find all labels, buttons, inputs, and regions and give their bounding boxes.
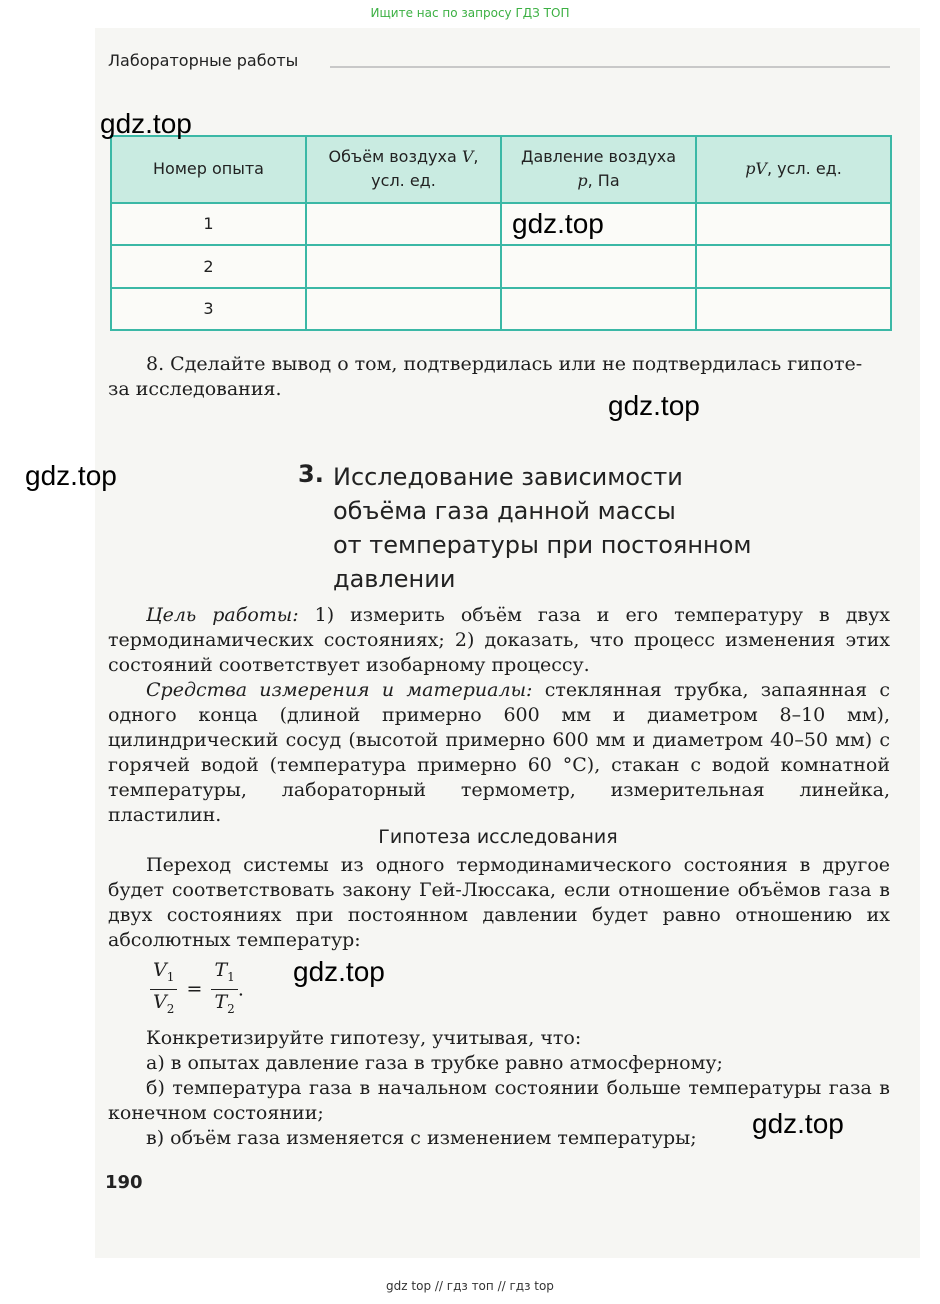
item-8-line-1: 8. Сделайте вывод о том, подтвердилась или не подтвердилась гипоте- [146,353,863,375]
materials-paragraph [108,678,890,828]
volume-cell [306,245,501,287]
volume-ratio: $\frac{V_1}{V_2}$ [150,958,177,1021]
section-title [333,460,803,596]
volume-cell [306,288,501,330]
item-8-line-2: за исследования. [108,378,282,400]
row-number-cell: 3 [111,288,306,330]
hypothesis-item: в) объём газа изменяется с изменением температуры; [146,1127,697,1149]
table-row [111,288,891,330]
watermark: gdz.top [293,956,385,987]
hypothesis-heading: Гипотеза исследования [378,826,618,848]
header-air-pressure: Давление воздуха p, Па [501,136,696,203]
pv-cell [696,288,891,330]
table-row [111,203,891,245]
header-pv: pV, усл. ед. [696,136,891,203]
page-number: 190 [105,1172,143,1193]
running-head: Лабораторные работы [108,51,299,70]
materials-label: Средства измерения и материалы: [146,679,533,701]
pv-cell [696,203,891,245]
table-header-row [111,136,891,203]
pressure-cell [501,245,696,287]
bottom-banner: gdz top // гдз топ // гдз top [386,1279,554,1293]
section-title-line: объёма газа данной массы [333,497,676,525]
watermark: gdz.top [25,460,117,491]
row-number-cell: 1 [111,203,306,245]
hypothesis-text: Переход системы из одного термодинамического состояния в другое будет соответствовать закону Гей-Люссака, если отношение объёмов газа в двух состояниях при постоянном давлении будет равно отношению их абсолютных температур: [108,854,890,951]
hypothesis-item: б) температура газа в начальном состоянии больше температуры газа в конечном состоянии; [108,1077,890,1124]
header-experiment-number: Номер опыта [111,136,306,203]
watermark: gdz.top [512,208,604,239]
item-8-conclusion [108,352,898,402]
header-air-volume: Объём воздуха V, усл. ед. [306,136,501,203]
header-rule [330,66,890,68]
goal-paragraph [108,603,890,678]
temperature-ratio: $\frac{T_1}{T_2}$ [211,958,237,1021]
volume-cell [306,203,501,245]
materials-text: стеклянная трубка, запаянная с одного конца (длиной примерно 600 мм и диаметром 8–10 мм), цилиндрический сосуд (высотой примерно 600 мм и диаметром 40–50 мм) с горячей водой (температура примерно 60 °С), стакан с водой комнатной температуры, лабораторный термометр, измерительная линейка, пластилин. [108,679,890,826]
watermark: gdz.top [608,390,700,421]
formula-period: . [237,978,244,1001]
pressure-cell [501,288,696,330]
watermark: gdz.top [100,108,192,139]
concretize-text: Конкретизируйте гипотезу, учитывая, что: [146,1027,582,1049]
section-title-line: давлении [333,565,456,593]
goal-text: 1) измерить объём газа и его температуру в двух термодинамических состояниях; 2) доказать, что процесс изменения этих состояний соответствует изобарному процессу. [108,604,890,676]
equals-sign: = [186,978,203,1001]
section-title-line: от температуры при постоянном [333,531,752,559]
watermark: gdz.top [752,1108,844,1139]
section-title-line: Исследование зависимости [333,463,683,491]
results-table [110,135,892,331]
top-banner: Ищите нас по запросу ГДЗ ТОП [370,6,570,20]
pv-cell [696,245,891,287]
table-row [111,245,891,287]
section-number: 3. [298,460,324,488]
goal-label: Цель работы: [146,604,299,626]
hypothesis-item: а) в опытах давление газа в трубке равно атмосферному; [146,1052,723,1074]
gay-lussac-formula [150,958,244,1021]
row-number-cell: 2 [111,245,306,287]
